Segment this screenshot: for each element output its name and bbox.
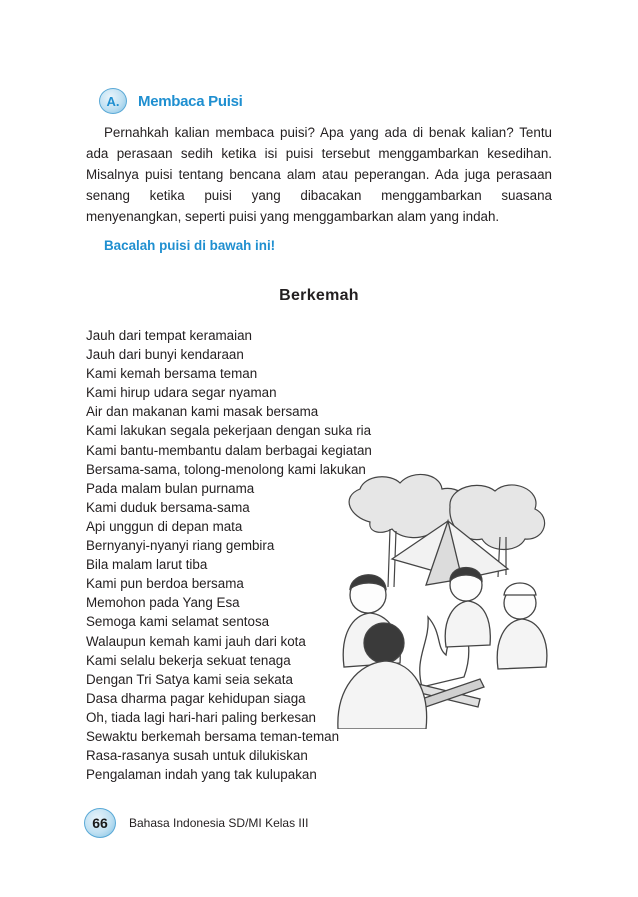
poem-line: Kami hirup udara segar nyaman	[86, 385, 277, 401]
poem-line: Bila malam larut tiba	[86, 557, 208, 573]
poem-line: Pada malam bulan purnama	[86, 480, 255, 496]
poem-line: Dengan Tri Satya kami seia sekata	[86, 671, 293, 687]
poem-line: Jauh dari tempat keramaian	[86, 328, 252, 343]
poem-line: Pengalaman indah yang tak kulupakan	[86, 767, 317, 783]
poem-line: Memohon pada Yang Esa	[86, 595, 240, 611]
poem-line: Bernyanyi-nyanyi riang gembira	[86, 538, 275, 554]
poem-line: Oh, tiada lagi hari-hari paling berkesan	[86, 709, 317, 725]
section-title: Membaca Puisi	[138, 92, 243, 110]
reading-instruction: Bacalah puisi di bawah ini!	[104, 238, 276, 253]
intro-text: Pernahkah kalian membaca puisi? Apa yang ada di benak kalian? Tentu ada perasaan sedih ketika isi puisi tersebut menggambarkan kesedihan. Misalnya puisi tentang bencana alam atau peperangan. Ada juga perasaan senang ketika puisi yang dibacakan menggambarkan suasana menyenangkan, seperti puisi yang menggambarkan alam yang indah.	[86, 125, 552, 224]
poem-line: Api unggun di depan mata	[86, 518, 243, 534]
poem-line: Sewaktu berkemah bersama teman-teman	[86, 728, 340, 744]
poem-line: Bersama-sama, tolong-menolong kami lakukan	[86, 461, 366, 477]
poem-line: Kami lakukan segala pekerjaan dengan suka ria	[86, 423, 372, 439]
boy-right-icon	[497, 583, 547, 669]
poem-line: Walaupun kemah kami jauh dari kota	[86, 633, 306, 649]
page-number: 66	[84, 808, 116, 838]
poem-line: Kami kemah bersama teman	[86, 366, 258, 382]
poem-title: Berkemah	[279, 287, 359, 304]
section-heading	[99, 88, 242, 114]
boy-center-icon	[445, 568, 490, 648]
book-title: Bahasa Indonesia SD/MI Kelas III	[129, 816, 309, 830]
poem-line: Kami selalu bekerja sekuat tenaga	[86, 652, 291, 668]
poem-line: Rasa-rasanya susah untuk dilukiskan	[86, 748, 308, 764]
page-footer	[84, 808, 308, 838]
poem-line: Kami duduk bersama-sama	[86, 499, 250, 515]
poem-line: Jauh dari bunyi kendaraan	[86, 347, 244, 363]
campfire-illustration	[330, 467, 555, 729]
intro-paragraph	[86, 122, 552, 227]
poem-line: Semoga kami selamat sentosa	[86, 614, 270, 630]
poem-line: Kami bantu-membantu dalam berbagai kegiatan	[86, 442, 372, 458]
section-badge: A.	[99, 88, 127, 114]
poem-line: Kami pun berdoa bersama	[86, 576, 244, 592]
poem-lines	[86, 326, 372, 784]
poem-line: Air dan makanan kami masak bersama	[86, 404, 319, 420]
poem-line: Dasa dharma pagar kehidupan siaga	[86, 690, 306, 706]
